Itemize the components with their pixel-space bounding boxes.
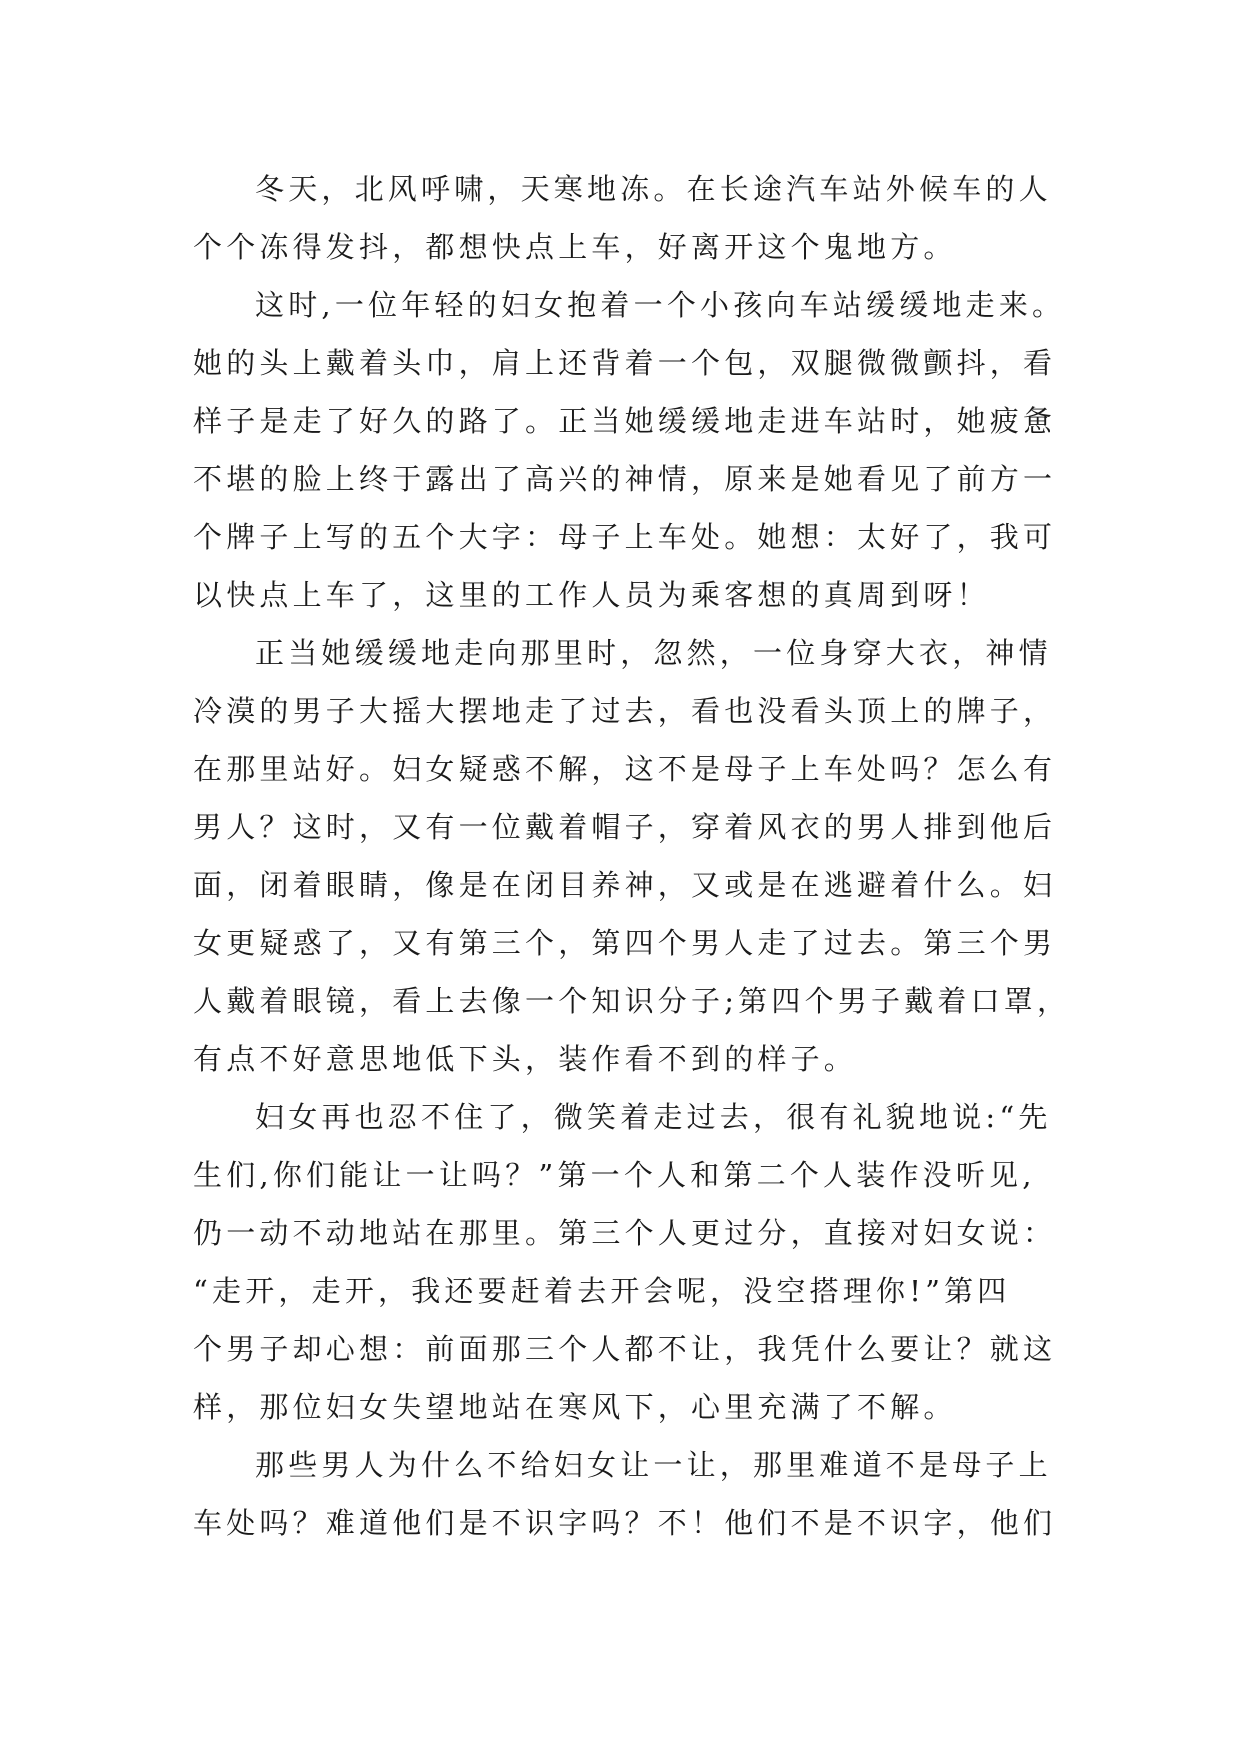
text-line: 车处吗？难道他们是不识字吗？不！他们不是不识字，他们 bbox=[193, 1506, 1057, 1540]
text-line: 在那里站好。妇女疑惑不解，这不是母子上车处吗？怎么有 bbox=[193, 752, 1057, 786]
text-line: “走开，走开，我还要赶着去开会呢，没空搭理你!”第四 bbox=[193, 1274, 1011, 1308]
text-line: 仍一动不动地站在那里。第三个人更过分，直接对妇女说： bbox=[193, 1216, 1057, 1250]
text-line: 样子是走了好久的路了。正当她缓缓地走进车站时，她疲惫 bbox=[193, 404, 1057, 438]
paragraph-first-line: 正当她缓缓地走向那里时，忽然，一位身穿大衣，神情 bbox=[255, 636, 1052, 670]
text-line: 面，闭着眼睛，像是在闭目养神，又或是在逃避着什么。妇 bbox=[193, 868, 1057, 902]
text-line: 女更疑惑了，又有第三个，第四个男人走了过去。第三个男 bbox=[193, 926, 1057, 960]
paragraph-first-line: 这时,一位年轻的妇女抱着一个小孩向车站缓缓地走来。 bbox=[255, 288, 1066, 322]
paragraph-first-line: 妇女再也忍不住了，微笑着走过去，很有礼貌地说:“先 bbox=[255, 1100, 1052, 1134]
text-line: 男人？这时，又有一位戴着帽子，穿着风衣的男人排到他后 bbox=[193, 810, 1057, 844]
text-line: 有点不好意思地低下头，装作看不到的样子。 bbox=[193, 1042, 858, 1076]
text-line: 个个冻得发抖，都想快点上车，好离开这个鬼地方。 bbox=[193, 230, 957, 264]
text-line: 以快点上车了，这里的工作人员为乘客想的真周到呀！ bbox=[193, 578, 990, 612]
text-line: 她的头上戴着头巾，肩上还背着一个包，双腿微微颤抖，看 bbox=[193, 346, 1057, 380]
paragraph-first-line: 那些男人为什么不给妇女让一让，那里难道不是母子上 bbox=[255, 1448, 1052, 1482]
text-line: 人戴着眼镜，看上去像一个知识分子;第四个男子戴着口罩， bbox=[193, 984, 1071, 1018]
text-line: 个男子却心想：前面那三个人都不让，我凭什么要让？就这 bbox=[193, 1332, 1057, 1366]
text-line: 个牌子上写的五个大字：母子上车处。她想：太好了，我可 bbox=[193, 520, 1057, 554]
text-line: 冷漠的男子大摇大摆地走了过去，看也没看头顶上的牌子， bbox=[193, 694, 1057, 728]
body-text bbox=[193, 160, 1093, 1552]
text-line: 生们,你们能让一让吗？”第一个人和第二个人装作没听见, bbox=[193, 1158, 1036, 1192]
text-line: 样，那位妇女失望地站在寒风下，心里充满了不解。 bbox=[193, 1390, 957, 1424]
text-line: 不堪的脸上终于露出了高兴的神情，原来是她看见了前方一 bbox=[193, 462, 1057, 496]
paragraph-first-line: 冬天，北风呼啸，天寒地冻。在长途汽车站外候车的人 bbox=[255, 172, 1052, 206]
